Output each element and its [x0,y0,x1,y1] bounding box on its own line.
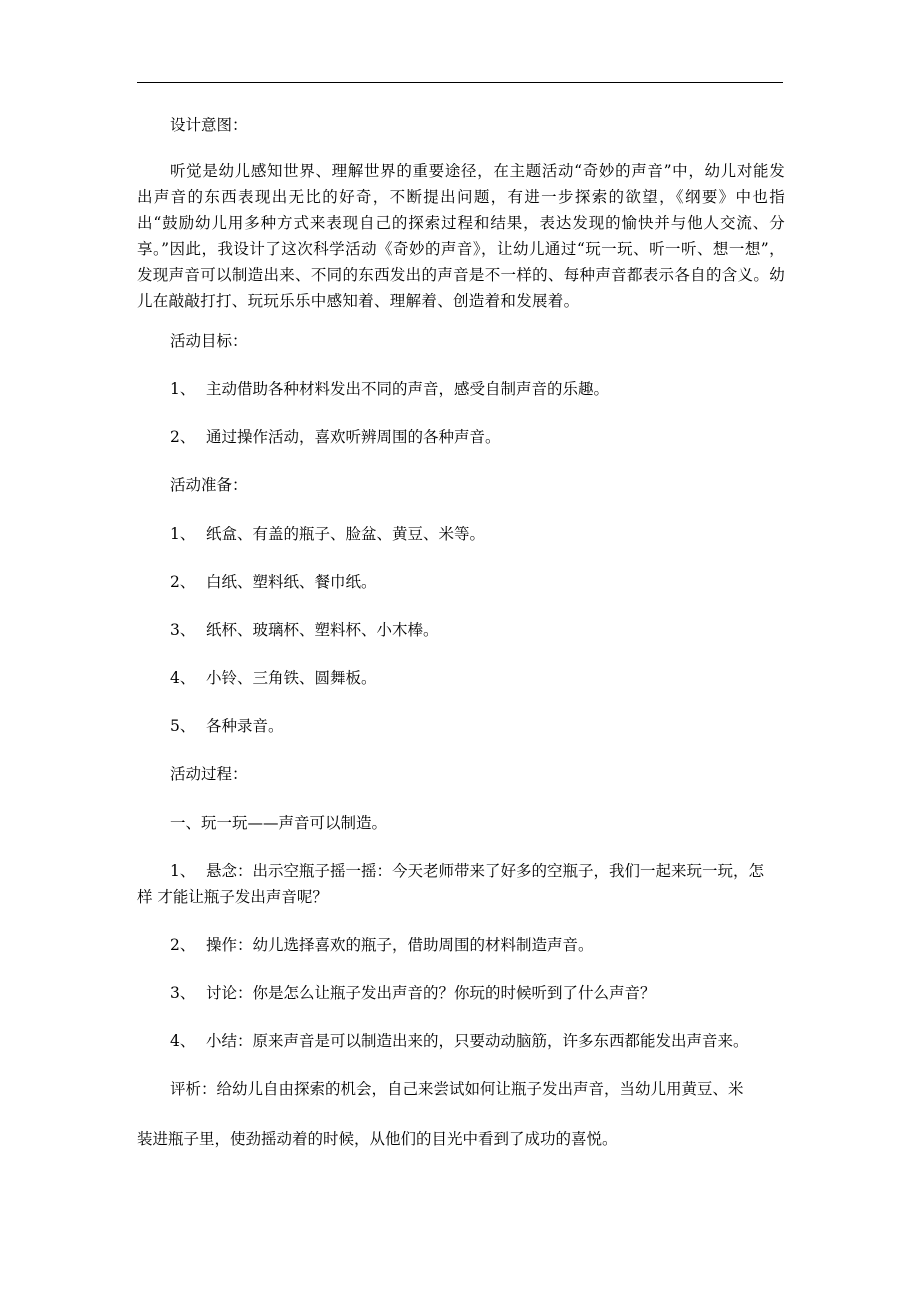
process-step-text: 操作：幼儿选择喜欢的瓶子，借助周围的材料制造声音。 [206,936,594,954]
process-step-text: 小结：原来声音是可以制造出来的，只要动动脑筋，许多东西都能发出声音来。 [206,1032,749,1050]
preparation-item [170,713,284,739]
goal-item [170,376,609,402]
preparation-item-number: 5、 [170,717,196,735]
header-rule [137,82,783,83]
process-step-text: 讨论：你是怎么让瓶子发出声音的？你玩的时候听到了什么声音？ [206,984,656,1002]
preparation-item [170,617,439,643]
goal-item-text: 通过操作活动，喜欢听辨周围的各种声音。 [206,428,501,446]
process-step-number: 2、 [170,936,196,954]
process-heading: 活动过程： [170,765,248,783]
preparation-item [170,665,377,691]
goal-item [170,424,501,450]
process-step-continuation: 样 才能让瓶子发出声音呢？ [137,888,328,906]
process-step-number: 3、 [170,984,196,1002]
preparation-item-number: 2、 [170,573,196,591]
process-step [170,858,764,884]
preparation-item-text: 纸杯、玻璃杯、塑料杯、小木棒。 [206,621,439,639]
process-step [170,1028,749,1054]
process-step [170,980,656,1006]
preparation-item-number: 3、 [170,621,196,639]
comment-line: 装进瓶子里，使劲摇动着的时候，从他们的目光中看到了成功的喜悦。 [137,1130,618,1148]
preparation-heading: 活动准备： [170,476,248,494]
goal-item-number: 2、 [170,428,196,446]
goals-heading: 活动目标： [170,332,248,350]
preparation-item-number: 4、 [170,669,196,687]
preparation-item-text: 小铃、三角铁、圆舞板。 [206,669,377,687]
preparation-item-text: 纸盒、有盖的瓶子、脸盆、黄豆、米等。 [206,525,486,543]
goal-item-number: 1、 [170,380,196,398]
comment-line: 评析：给幼儿自由探索的机会，自己来尝试如何让瓶子发出声音，当幼儿用黄豆、米 [170,1080,744,1098]
process-step-text: 悬念：出示空瓶子摇一摇：今天老师带来了好多的空瓶子，我们一起来玩一玩，怎 [206,862,765,880]
design-intent-heading: 设计意图： [170,116,248,134]
process-part-title: 一、玩一玩——声音可以制造。 [170,814,388,832]
preparation-item [170,521,485,547]
preparation-item-number: 1、 [170,525,196,543]
preparation-item-text: 白纸、塑料纸、餐巾纸。 [206,573,377,591]
process-step [170,932,594,958]
process-step-number: 1、 [170,862,196,880]
preparation-item [170,569,377,595]
process-step-number: 4、 [170,1032,196,1050]
goal-item-text: 主动借助各种材料发出不同的声音，感受自制声音的乐趣。 [206,380,610,398]
design-intent-paragraph: 听觉是幼儿感知世界、理解世界的重要途径，在主题活动“奇妙的声音”中，幼儿对能发出声音的东西表现出无比的好奇，不断提出问题，有进一步探索的欲望，《纲要》中也指出“鼓励幼儿用多种方式来表现自己的探索过程和结果，表达发现的愉快并与他人交流、分享。”因此，我设计了这次科学活动《奇妙的声音》，让幼儿通过“玩一玩、听一听、想一想”，发现声音可以制造出来、不同的东西发出的声音是不一样的、每种声音都表示各自的含义。幼儿在敲敲打打、玩玩乐乐中感知着、理解着、创造着和发展着。 [137,162,785,310]
preparation-item-text: 各种录音。 [206,717,284,735]
